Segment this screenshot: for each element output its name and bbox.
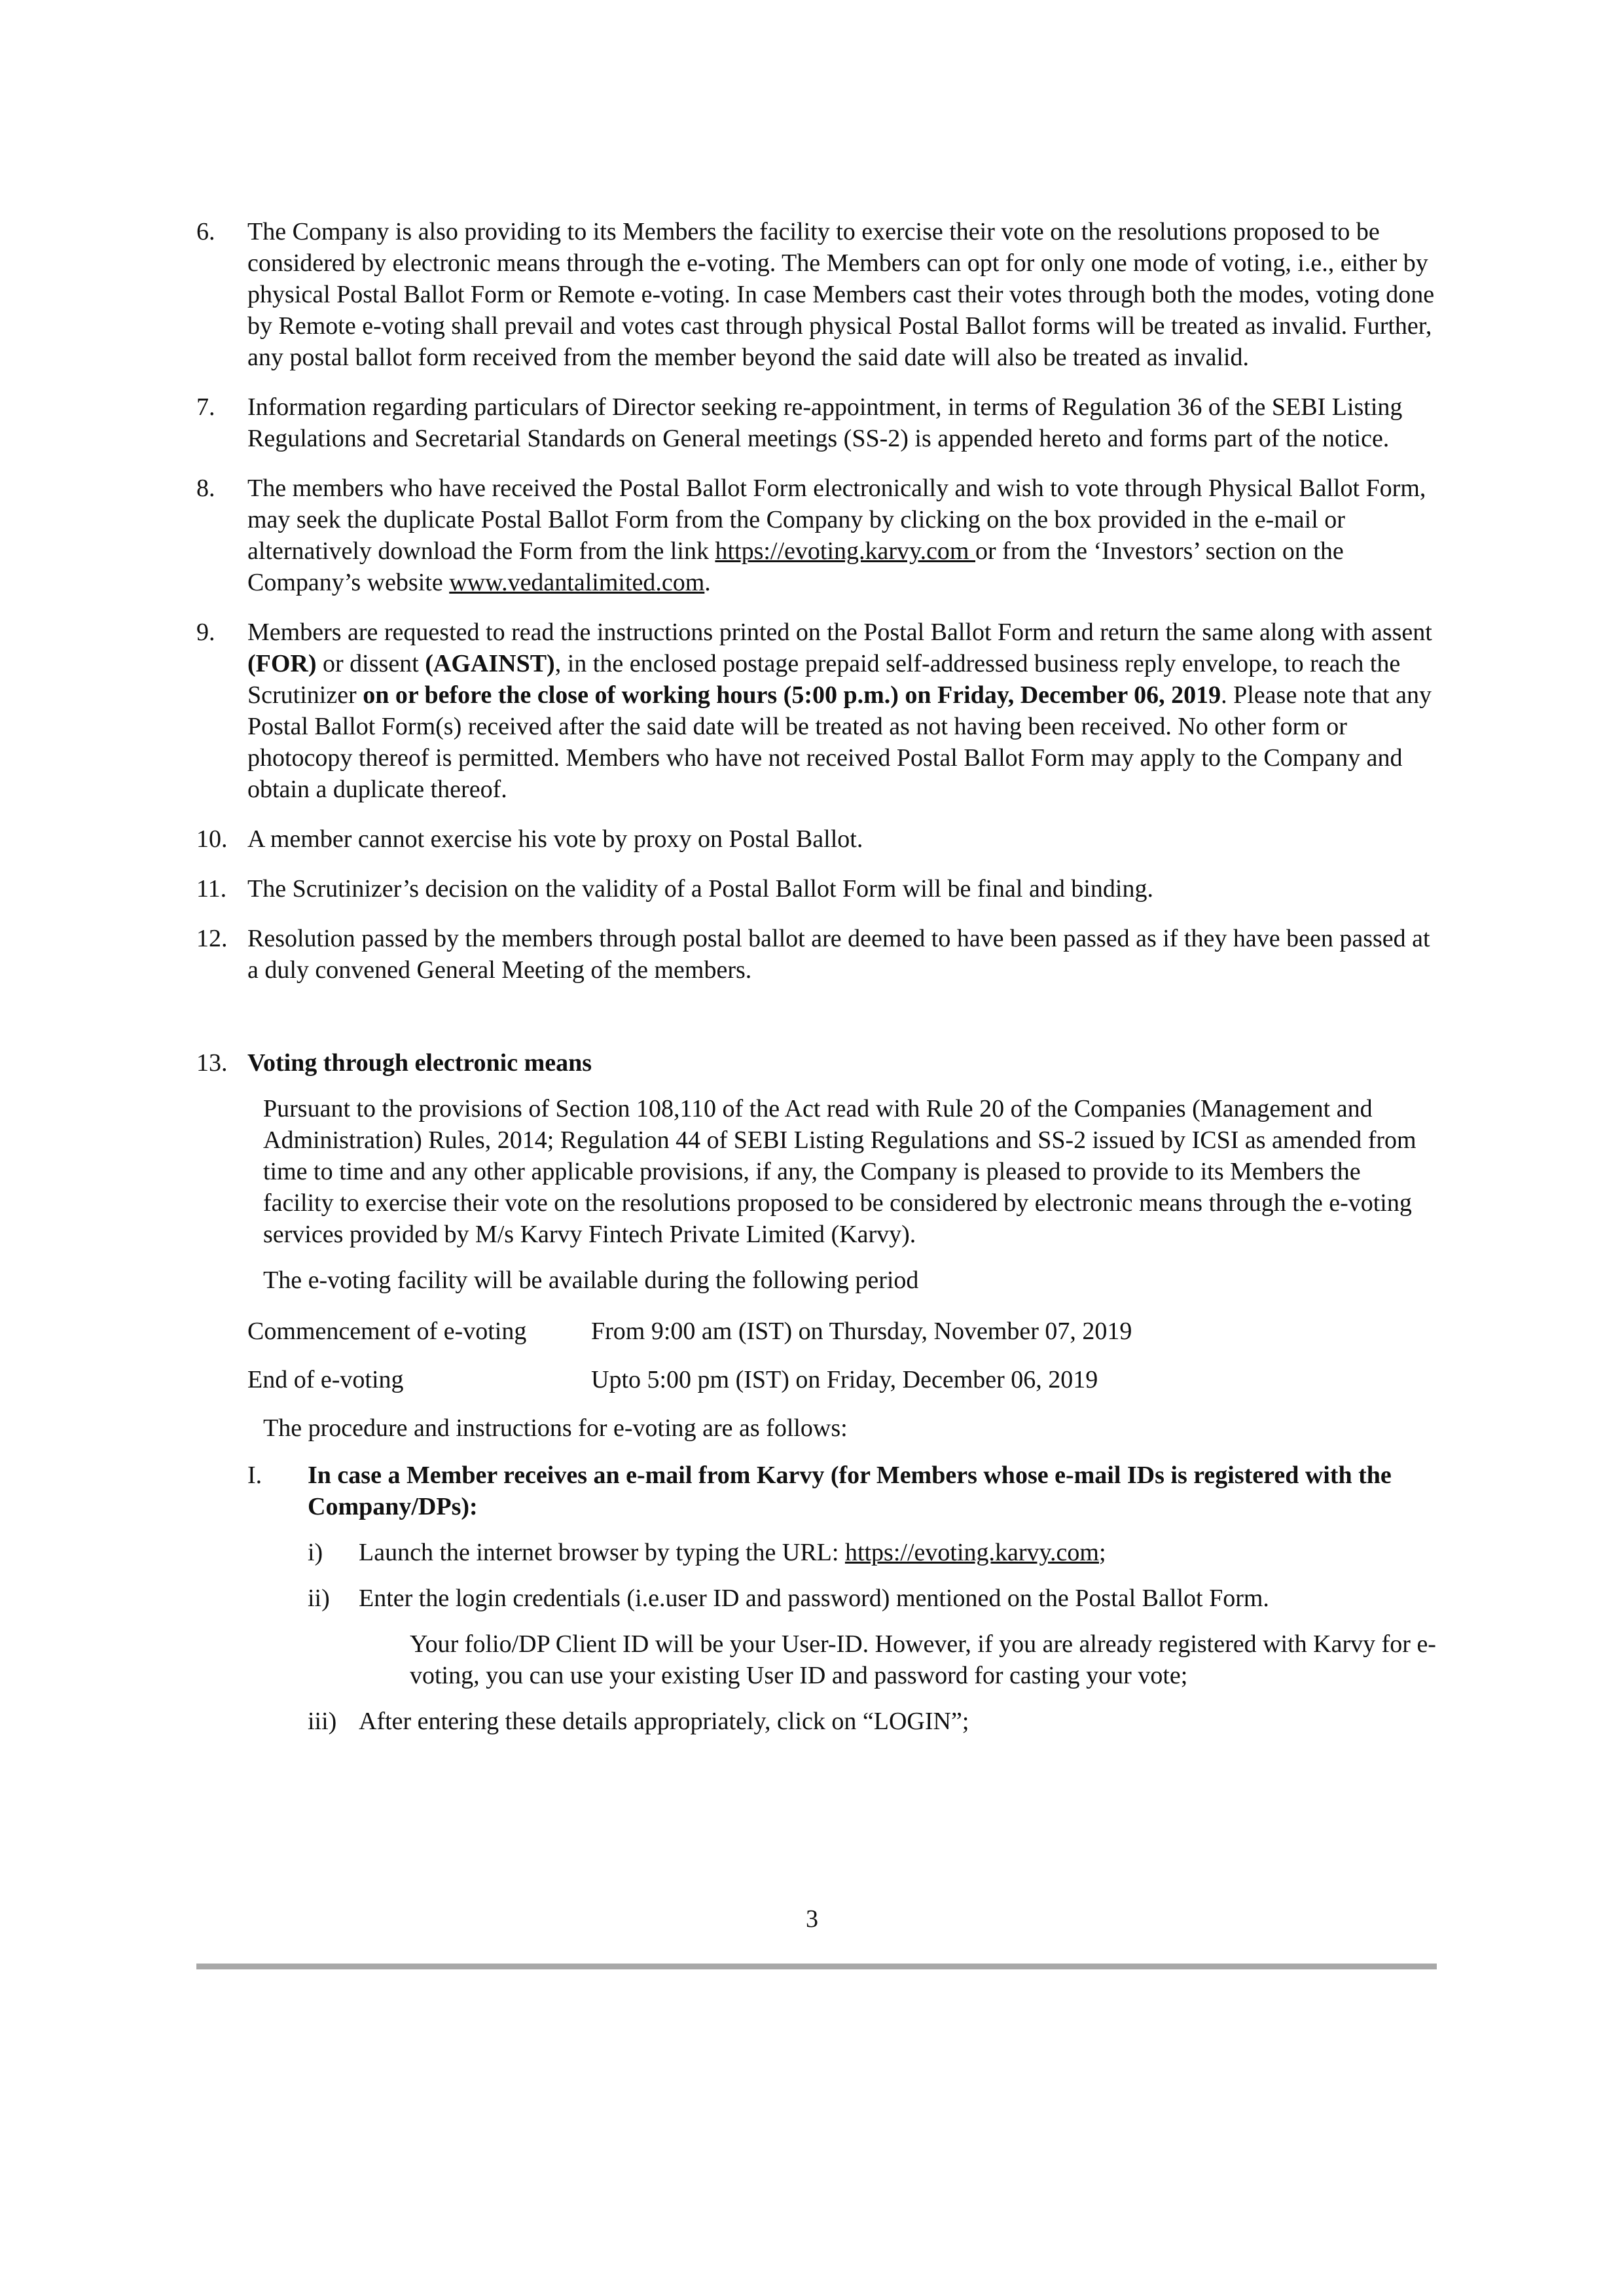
step-i bbox=[196, 1537, 1437, 1568]
section-13 bbox=[196, 1047, 1437, 1296]
list-item-6 bbox=[196, 216, 1437, 373]
step-number: i) bbox=[308, 1539, 323, 1566]
item-text bbox=[247, 617, 1437, 805]
roman-heading-text: In case a Member receives an e-mail from Karvy (for Members whose e-mail IDs is registered with the Company/DPs): bbox=[308, 1462, 1392, 1520]
item-text: The Scrutinizer’s decision on the validity of a Postal Ballot Form will be final and binding. bbox=[247, 875, 1153, 903]
period-label: Commencement of e-voting bbox=[247, 1318, 527, 1345]
deadline-text: on or before the close of working hours (5:00 p.m.) on Friday, December 06, 2019 bbox=[363, 681, 1221, 709]
list-item-9 bbox=[196, 617, 1437, 805]
company-website-link[interactable]: www.vedantalimited.com bbox=[449, 569, 705, 596]
item-number: 8. bbox=[196, 475, 215, 502]
list-item-7 bbox=[196, 391, 1437, 454]
period-value: From 9:00 am (IST) on Thursday, November 07, 2019 bbox=[591, 1318, 1132, 1345]
text-segment: , in the enclosed postage prepaid self-addressed business reply envelope, to reach the Scrutinizer bbox=[247, 650, 1401, 709]
step-note: Your folio/DP Client ID will be your User-ID. However, if you are already registered with Karvy for e-voting, you can use your existing User ID and password for casting your vote; bbox=[410, 1630, 1436, 1689]
section-paragraph: Pursuant to the provisions of Section 108,110 of the Act read with Rule 20 of the Companies (Management and Administration) Rules, 2014; Regulation 44 of SEBI Listing Regulations and SS-2 issued by ICSI as amended from time to time and any other applicable provisions, if any, the Company is pleased to provide to its Members the facility to exercise their vote on the resolutions proposed to be considered by electronic means through the e-voting services provided by M/s Karvy Fintech Private Limited (Karvy). bbox=[263, 1095, 1416, 1248]
section-heading-text: Voting through electronic means bbox=[247, 1049, 592, 1077]
item-number: 7. bbox=[196, 393, 215, 421]
period-value: Upto 5:00 pm (IST) on Friday, December 06, 2019 bbox=[591, 1366, 1098, 1393]
item-text: Resolution passed by the members through postal ballot are deemed to have been passed as if they have been passed at a duly convened General Meeting of the members. bbox=[247, 925, 1430, 984]
item-text bbox=[247, 473, 1437, 598]
item-text: Information regarding particulars of Director seeking re-appointment, in terms of Regulation 36 of the SEBI Listing Regulations and Secretarial Standards on General meetings (SS-2) is appended hereto and forms part of the notice. bbox=[247, 393, 1403, 452]
text-segment: or dissent bbox=[316, 650, 425, 677]
roman-heading bbox=[308, 1460, 1437, 1522]
roman-item-1 bbox=[196, 1460, 1437, 1522]
item-text: A member cannot exercise his vote by proxy on Postal Ballot. bbox=[247, 825, 863, 853]
list-item-10 bbox=[196, 823, 1437, 855]
section-heading bbox=[247, 1047, 1437, 1079]
item-number: 13. bbox=[196, 1049, 228, 1077]
item-number: 9. bbox=[196, 619, 215, 646]
text-segment: Members are requested to read the instructions printed on the Postal Ballot Form and return the same along with assent bbox=[247, 619, 1432, 646]
assent-label: (FOR) bbox=[247, 650, 317, 677]
text-segment: . bbox=[704, 569, 711, 596]
list-item-8 bbox=[196, 473, 1437, 598]
item-number: 11. bbox=[196, 875, 227, 903]
period-label: End of e-voting bbox=[247, 1366, 404, 1393]
item-number: 12. bbox=[196, 925, 228, 952]
item-number: 10. bbox=[196, 825, 228, 853]
roman-number: I. bbox=[247, 1462, 262, 1489]
period-row-end bbox=[247, 1364, 1437, 1395]
step-text: Enter the login credentials (i.e.user ID and password) mentioned on the Postal Ballot Form. bbox=[359, 1585, 1269, 1612]
period-row-start bbox=[247, 1316, 1437, 1347]
text-segment: or from the ‘Investors’ section on the Company’s website bbox=[247, 537, 1344, 596]
step-text: After entering these details appropriately, click on “LOGIN”; bbox=[359, 1708, 969, 1735]
evoting-period-table bbox=[196, 1316, 1437, 1395]
list-item-12 bbox=[196, 923, 1437, 986]
section-body bbox=[247, 1093, 1437, 1296]
page-number: 3 bbox=[806, 1905, 818, 1933]
section-paragraph: The e-voting facility will be available during the following period bbox=[263, 1266, 919, 1294]
step-ii bbox=[196, 1583, 1437, 1691]
text-segment: ; bbox=[1098, 1539, 1106, 1566]
text-segment: . Please note that any Postal Ballot Form(s) received after the said date will be treated as not having been received. No other form or photocopy thereof is permitted. Members who have not received Postal Ballot Form may apply to the Company and obtain a duplicate thereof. bbox=[247, 681, 1432, 803]
section-spacer bbox=[196, 1004, 1437, 1047]
item-number: 6. bbox=[196, 218, 215, 245]
text-segment: The members who have received the Postal Ballot Form electronically and wish to vote through Physical Ballot Form, may seek the duplicate Postal Ballot Form from the Company by clicking on the box provided in the e-mail or alternatively download the Form from the link bbox=[247, 475, 1426, 565]
text-segment: Launch the internet browser by typing the URL: bbox=[359, 1539, 845, 1566]
procedure-intro: The procedure and instructions for e-voting are as follows: bbox=[263, 1414, 848, 1442]
step-text bbox=[359, 1537, 1437, 1568]
step-iii bbox=[196, 1706, 1437, 1737]
footer-divider bbox=[196, 1964, 1437, 1969]
evoting-link[interactable]: https://evoting.karvy.com bbox=[715, 537, 975, 565]
page-content bbox=[196, 216, 1437, 1737]
item-text: The Company is also providing to its Members the facility to exercise their vote on the resolutions proposed to be considered by electronic means through the e-voting. The Members can opt for only one mode of voting, i.e., either by physical Postal Ballot Form or Remote e-voting. In case Members cast their votes through both the modes, voting done by Remote e-voting shall prevail and votes cast through physical Postal Ballot forms will be treated as invalid. Further, any postal ballot form received from the member beyond the said date will also be treated as invalid. bbox=[247, 218, 1435, 371]
list-item-11 bbox=[196, 873, 1437, 905]
evoting-url-link[interactable]: https://evoting.karvy.com bbox=[844, 1539, 1099, 1566]
step-number: ii) bbox=[308, 1585, 330, 1612]
dissent-label: (AGAINST) bbox=[425, 650, 555, 677]
step-number: iii) bbox=[308, 1708, 337, 1735]
